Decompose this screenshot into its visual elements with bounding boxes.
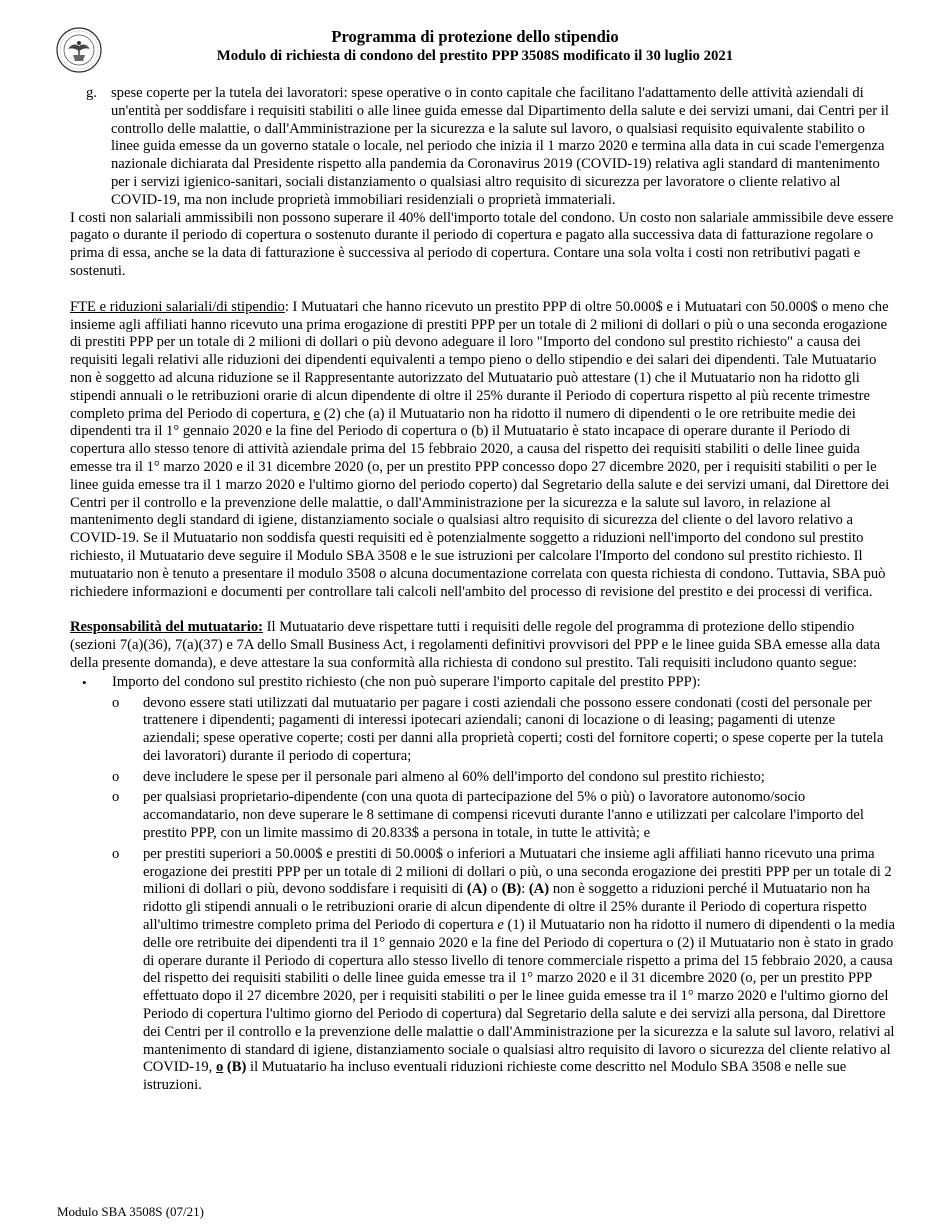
sub-marker: o (112, 845, 120, 862)
sub-list (70, 695, 895, 1096)
list-item-g (70, 85, 895, 210)
fte-text-part2: (2) che (a) il Mutuatario non ha ridotto il numero di dipendenti o le ore retribuite medie dei dipendenti tra il 1° gennaio 2020 e la fine del Periodo di copertura o (b) il Mutuatario è stato incapace di operare durante il Periodo di copertura allo stesso tenore di attività aziendale prima del 15 febbraio 2020, a causa del rispetto dei requisiti stabiliti o delle linee guida emesse tra il 1° marzo 2020 e il 31 dicembre 2020 (o, per un prestito PPP concesso dopo 27 dicembre 2020, per i requisiti stabiliti o per le linee guida emesse tra il 1 marzo 2020 e l'ultimo giorno del periodo coperto) dal Segretario della salute e dei servizi umani, dal Direttore dei Centri per il controllo e la prevenzione delle malattie, o dall'Amministrazione per la sicurezza e la salute sul lavoro, in relazione al mantenimento degli standard di igiene, distanziamento sociale o qualsiasi altro requisito di sicurezza del cliente o del lavoro relativo a COVID-19. Se il Mutuatario non soddisfa questi requisiti ed è potenzialmente soggetto a riduzioni nell'importo del condono sul prestito richiesto, il Mutuatario deve seguire il Modulo SBA 3508 e le sue istruzioni per calcolare l'Importo del condono sul prestito richiesto. Il mutuatario non è tenuto a presentare il modulo 3508 o alcuna documentazione correlata con questa richiesta di condono. Tuttavia, SBA può richiedere informazioni e documenti per controllare tali calcoli nell'ambito del processo di revisione del prestito e dei processi di verifica. (70, 405, 890, 600)
sub-item-4-part3: (1) il Mutuatario non ha ridotto il numero di dipendenti o la media delle ore retribuite dei dipendenti tra il 1° gennaio 2020 e la fine del Periodo di copertura o (2) il Mutuatario non è stato in grado di operare durante il Periodo di copertura allo stesso livello di tenore commerciale rispetto a prima del 15 febbraio 2020, a causa del rispetto dei requisiti stabiliti o delle linee guida emesse tra il 1° marzo 2020 e il 31 dicembre 2020 (o, per un prestito PPP effettuato dopo il 27 dicembre 2020, per i requisiti stabiliti o per le linee guida emesse tra il 1° marzo 2020 e l'ultimo giorno del Periodo di copertura l'ultimo giorno del Periodo di copertura) dal Segretario della salute e dei servizi alla persona, dal Direttore dei Centri per il controllo e la prevenzione delle malattie o dall'Amministrazione per la sicurezza e la salute sul lavoro, relativi al mantenimento di standard di igiene, distanziamento sociale o qualsiasi altro requisito di lavoro o sicurezza del cliente relativo al COVID-19, (143, 917, 896, 1076)
sub-item-2 (70, 769, 895, 787)
sub-item-4 (70, 846, 895, 1095)
sub-item-1 (70, 695, 895, 766)
sub-item-4-and: e (497, 917, 504, 934)
sub-item-text: devono essere stati utilizzati dal mutuatario per pagare i costi aziendali che possono essere condonati (costi del personale per trattenere i dipendenti; pagamenti di interessi ipotecari aziendali; canoni di locazione o di leasing; pagamenti di utenze aziendali; spese operative coperte; costi per danni alla proprietà coperti; costi del fornitore coperti; o spese coperte per la tutela dei lavoratori) durante il periodo di copertura; (143, 694, 884, 764)
bullet-item-text: Importo del condono sul prestito richiesto (che non può superare l'importo capitale del prestito PPP): (112, 673, 701, 690)
sub-item-4-or-bold: o (215, 1059, 224, 1076)
sub-marker: o (112, 768, 120, 785)
sub-marker: o (112, 694, 120, 711)
nonpayroll-costs-paragraph: I costi non salariali ammissibili non possono superare il 40% dell'importo totale del condono. Un costo non salariale ammissibile deve essere pagato o durante il periodo di copertura o sostenuto durante il periodo di copertura e pagato alla successiva data di fatturazione regolare o prima di essa, anche se la data di fatturazione è successiva al periodo di copertura. Contare una sola volta i costi non retributivi pagati e sostenuti. (70, 209, 894, 279)
sub-item-4-part4: il Mutuatario ha incluso eventuali riduzioni richieste come descritto nel Modulo SBA 3508 e nelle sue istruzioni. (143, 1059, 847, 1094)
list-item-g-text: spese coperte per la tutela dei lavoratori: spese operative o in conto capitale che facilitano l'adattamento delle attività aziendali di un'entità per soddisfare i requisiti stabiliti o alle linee guida emesse dal Dipartimento della salute e dei servizi umani, dai Centri per il controllo delle malattie, o dall'Amministrazione per la sicurezza e la salute sul lavoro, o qualsiasi requisito equivalente stabilito o linee guida emesse da un governo statale o locale, nel periodo che inizia il 1 marzo 2020 e termina alla data in cui scade l'emergenza nazionale dichiarata dal Presidente rispetto alla pandemia da Coronavirus 2019 (COVID-19) relativa agli standard di mantenimento per i servizi igienico-sanitari, sociali distanziamento o qualsiasi altro requisito di sicurezza per lavoratore o cliente relativo al COVID-19, ma non include proprietà immobiliari residenziali o proprietà immateriali. (111, 85, 889, 208)
bullet-item-amount (70, 674, 895, 692)
responsibility-text: Il Mutuatario deve rispettare tutti i requisiti delle regole del programma di protezione dello stipendio (sezioni 7(a)(36), 7(a)(37) e 7A dello Small Business Act, i regolamenti definitivi provvisori del PPP e le linee guida SBA emesse alla data della presente domanda), e deve attestare la sua conformità alla richiesta di condono sul prestito. Tali requisiti includono quanto segue: (70, 619, 881, 671)
bullet-marker: • (82, 674, 87, 690)
sub-item-text: deve includere le spese per il personale pari almeno al 60% dell'importo del condono sul prestito richiesto; (143, 768, 765, 785)
sub-item-4-part2: non è soggetto a riduzioni perché il Mutuatario non ha ridotto gli stipendi annuali o le retribuzioni orarie di alcun dipendente di oltre il 25% durante il Periodo di copertura rispetto all'ultimo trimestre completo prima del Periodo di copertura (143, 881, 871, 934)
sub-item-4-part1: per prestiti superiori a 50.000$ e prestiti di 50.000$ o inferiori a Mutuatari che insieme agli affiliati hanno ricevuto una prima erogazione dei prestiti PPP per un totale di 2 milioni di dollari o più, o una seconda erogazione dei prestiti PPP per un totale di 2 milioni di dollari o più, devono soddisfare i requisiti di (143, 845, 892, 898)
sub-item-text: per qualsiasi proprietario-dipendente (con una quota di partecipazione del 5% o più) o lavoratore autonomo/socio accomandatario, non deve superare le 8 settimane di compensi ricevuti durante l'anno e utilizzati per calcolare l'importo del prestito PPP, con un limite massimo di 20.833$ a persona in totale, in tutte le attività; e (143, 789, 864, 842)
fte-section-paragraph (70, 299, 895, 602)
responsibility-paragraph (70, 619, 895, 672)
sub-item-3 (70, 789, 895, 842)
fte-section-heading: FTE e riduzioni salariali/di stipendio (70, 298, 285, 315)
document-body (70, 85, 895, 1095)
sub-marker: o (112, 789, 120, 806)
sub-item-4-or: o (487, 881, 502, 898)
responsibility-heading: Responsabilità del mutuatario: (70, 619, 263, 636)
requirement-b-label: (B) (226, 1059, 247, 1076)
requirement-b-label: (B) (501, 881, 522, 898)
fte-text-part1: : I Mutuatari che hanno ricevuto un prestito PPP di oltre 50.000$ e i Mutuatari con 50.000$ o meno che insieme agli affiliati hanno ricevuto una prima erogazione di prestiti PPP per un totale di 2 milioni di dollari o più o una seconda erogazione di prestiti PPP per un totale di 2 milioni di dollari o più devono adeguare il loro "Importo del condono sul prestito richiesto" a causa dei requisiti legali relativi alle riduzioni dei dipendenti equivalenti a tempo pieno o dello stipendio e dei salari dei dipendenti. Tale Mutuatario non è soggetto ad alcuna riduzione se il Rappresentante autorizzato del Mutuatario può attestare (1) che il Mutuatario non ha ridotto gli stipendi annuali o le retribuzioni orarie di alcun dipendente di oltre il 25% durante il Periodo di copertura rispetto al più recente trimestre completo prima del Periodo di copertura, (70, 298, 889, 422)
requirement-a-label: (A) (466, 881, 488, 898)
sub-item-text (143, 846, 895, 1095)
list-marker-g: g. (86, 85, 97, 101)
sub-item-4-colon: : (521, 881, 529, 898)
requirement-a-label: (A) (528, 881, 550, 898)
page-header (0, 27, 950, 66)
page-subtitle: Modulo di richiesta di condono del prestito PPP 3508S modificato il 30 luglio 2021 (216, 48, 734, 64)
fte-and-word: e (313, 405, 321, 422)
page-title: Programma di protezione dello stipendio (331, 27, 619, 46)
page-footer: Modulo SBA 3508S (07/21) (57, 1204, 204, 1219)
